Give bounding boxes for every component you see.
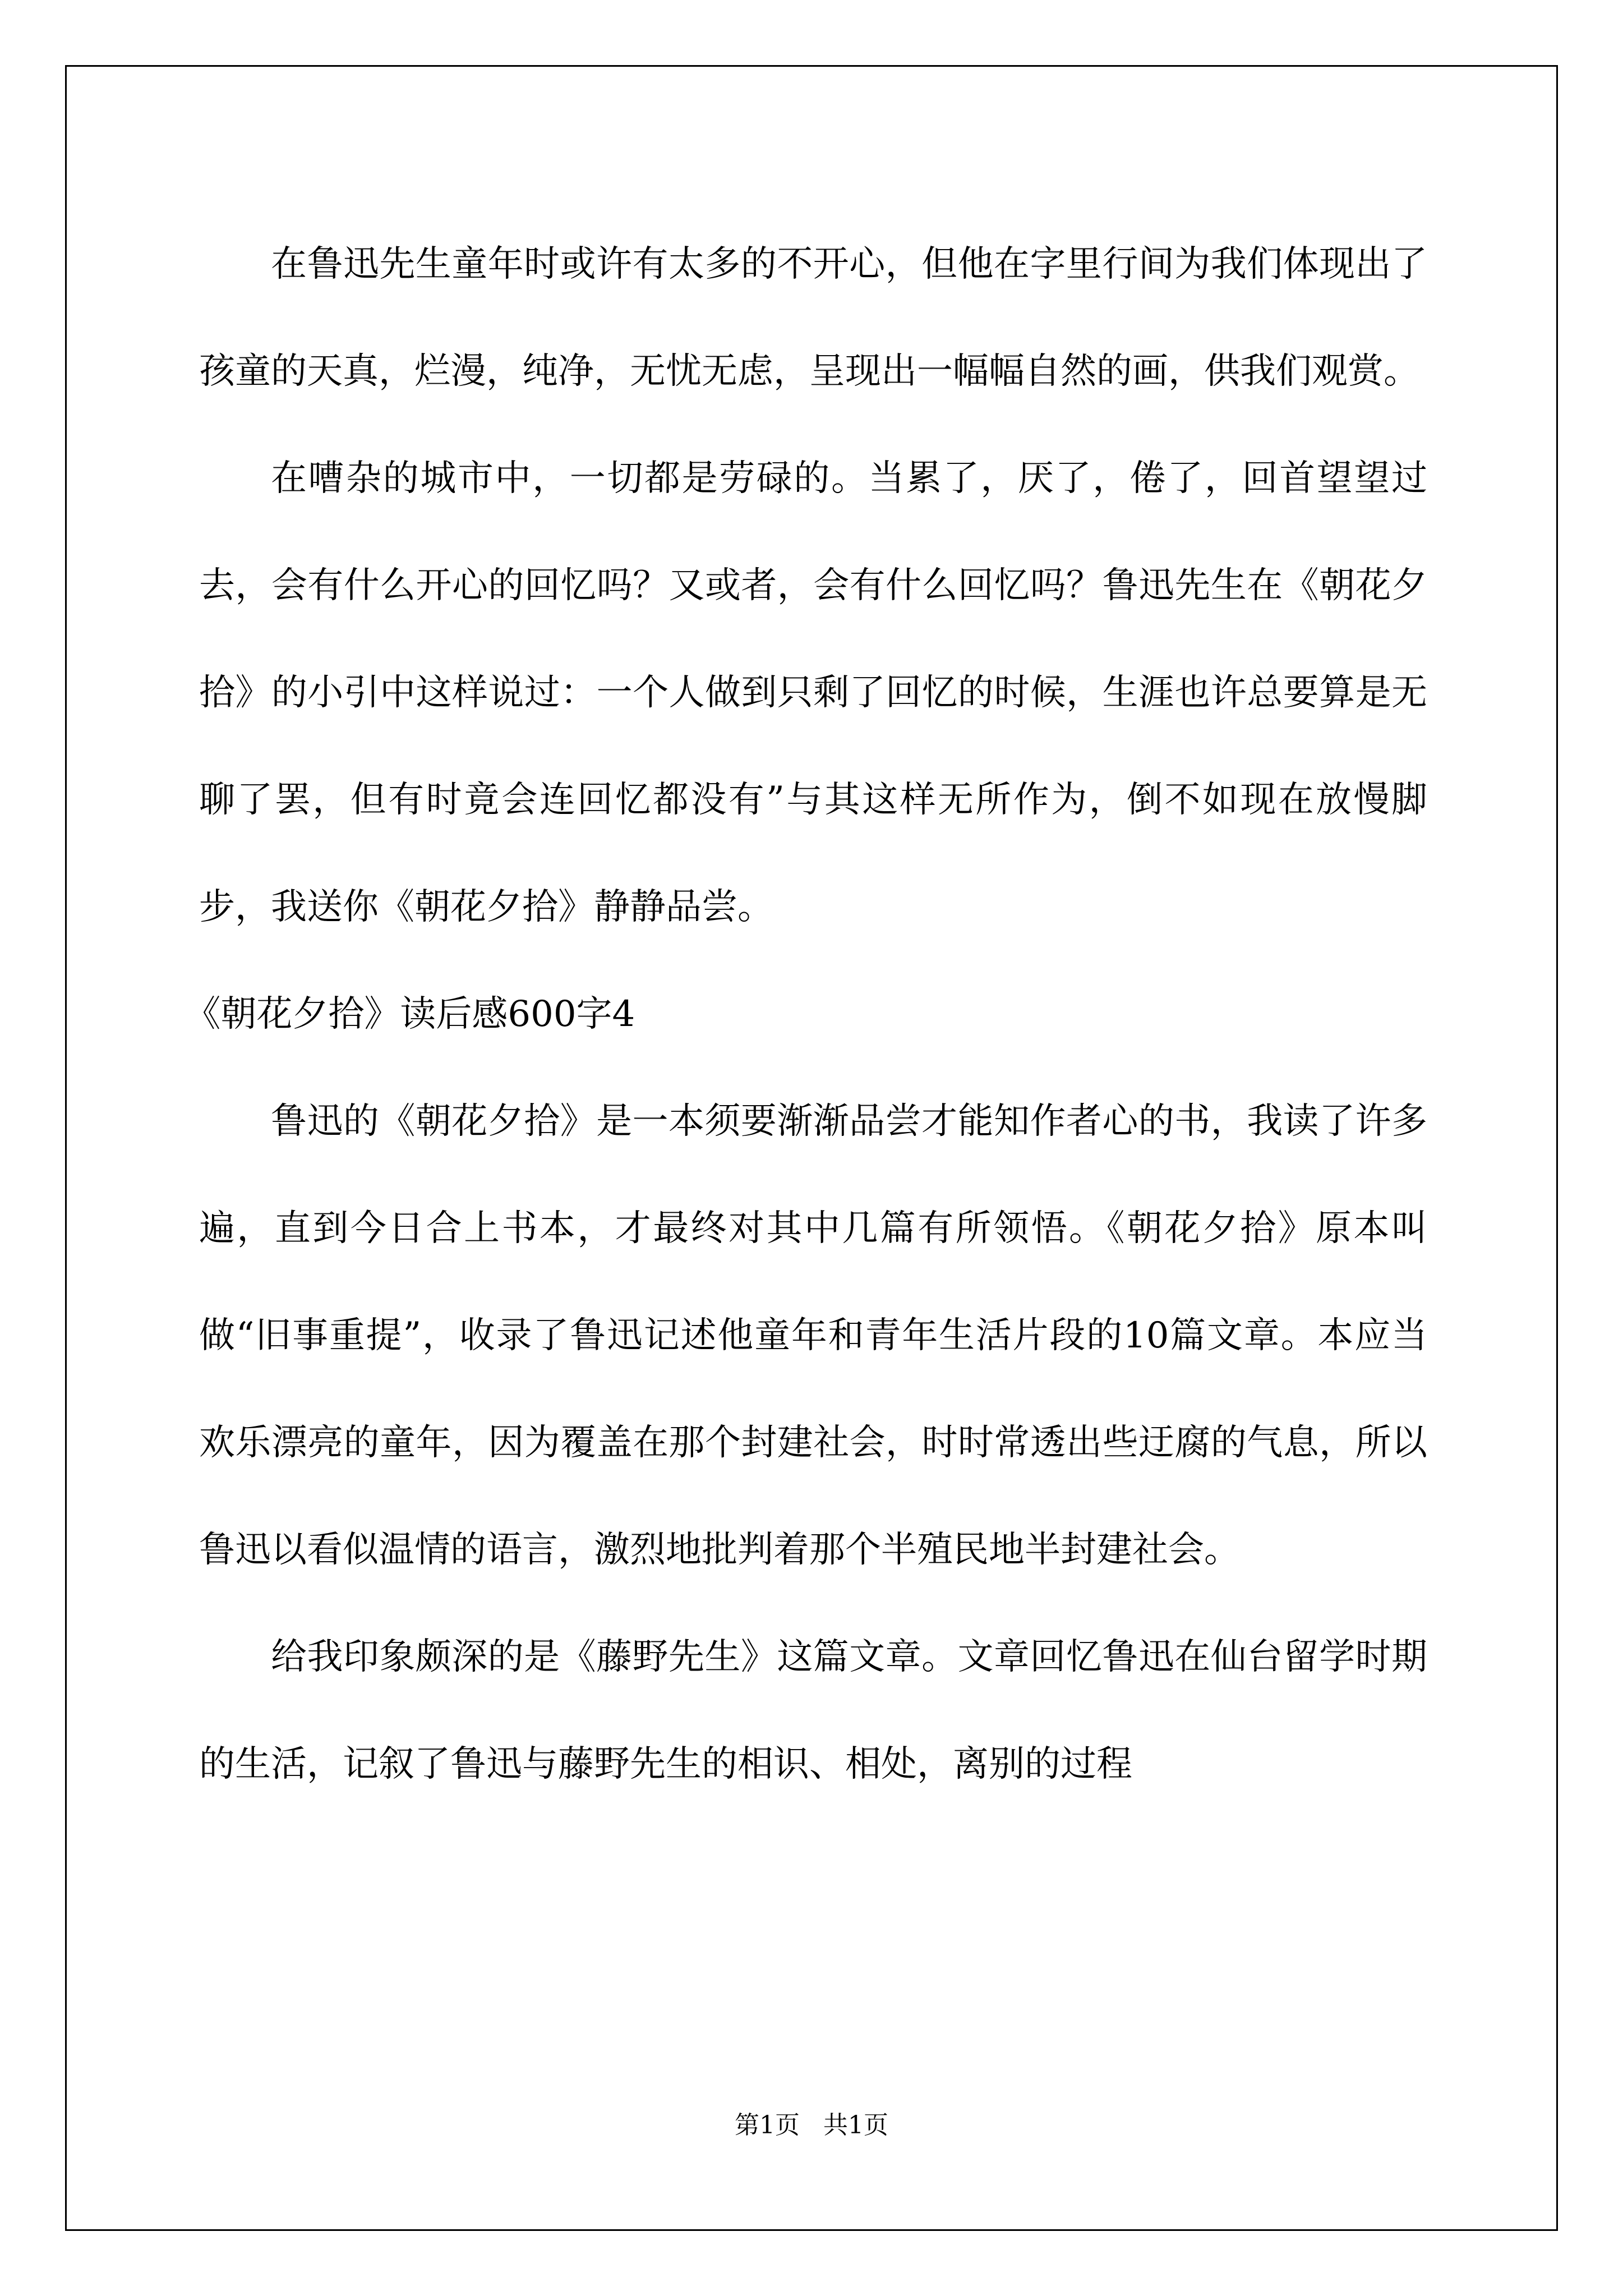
paragraph-3: 鲁迅的《朝花夕拾》是一本须要渐渐品尝才能知作者心的书，我读了许多遍，直到今日合上书本，才最终对其中几篇有所领悟。《朝花夕拾》原本叫做“旧事重提”，收录了鲁迅记述他童年和青年生活片段的10篇文章。本应当欢乐漂亮的童年，因为覆盖在那个封建社会，时时常透出些迂腐的气息，所以鲁迅以看似温情的语言，激烈地批判着那个半殖民地半封建社会。 [199, 1101, 1427, 1571]
paragraph-4: 给我印象颇深的是《藤野先生》这篇文章。文章回忆鲁迅在仙台留学时期的生活，记叙了鲁迅与藤野先生的相识、相处，离别的过程 [199, 1636, 1427, 1785]
paragraph-1: 在鲁迅先生童年时或许有太多的不开心，但他在字里行间为我们体现出了孩童的天真，烂漫，纯净，无忧无虑，呈现出一幅幅自然的画，供我们观赏。 [199, 243, 1427, 392]
paragraph-2: 在嘈杂的城市中，一切都是劳碌的。当累了，厌了，倦了，回首望望过去，会有什么开心的回忆吗？又或者，会有什么回忆吗？鲁迅先生在《朝花夕拾》的小引中这样说过：一个人做到只剩了回忆的时候，生涯也许总要算是无聊了罢，但有时竟会连回忆都没有”与其这样无所作为，倒不如现在放慢脚步，我送你《朝花夕拾》静静品尝。 [199, 458, 1427, 928]
page-number-footer: 第1页 共1页 [735, 2111, 888, 2139]
section-heading: 《朝花夕拾》读后感600字4 [185, 993, 635, 1035]
document-body [185, 211, 1427, 1818]
